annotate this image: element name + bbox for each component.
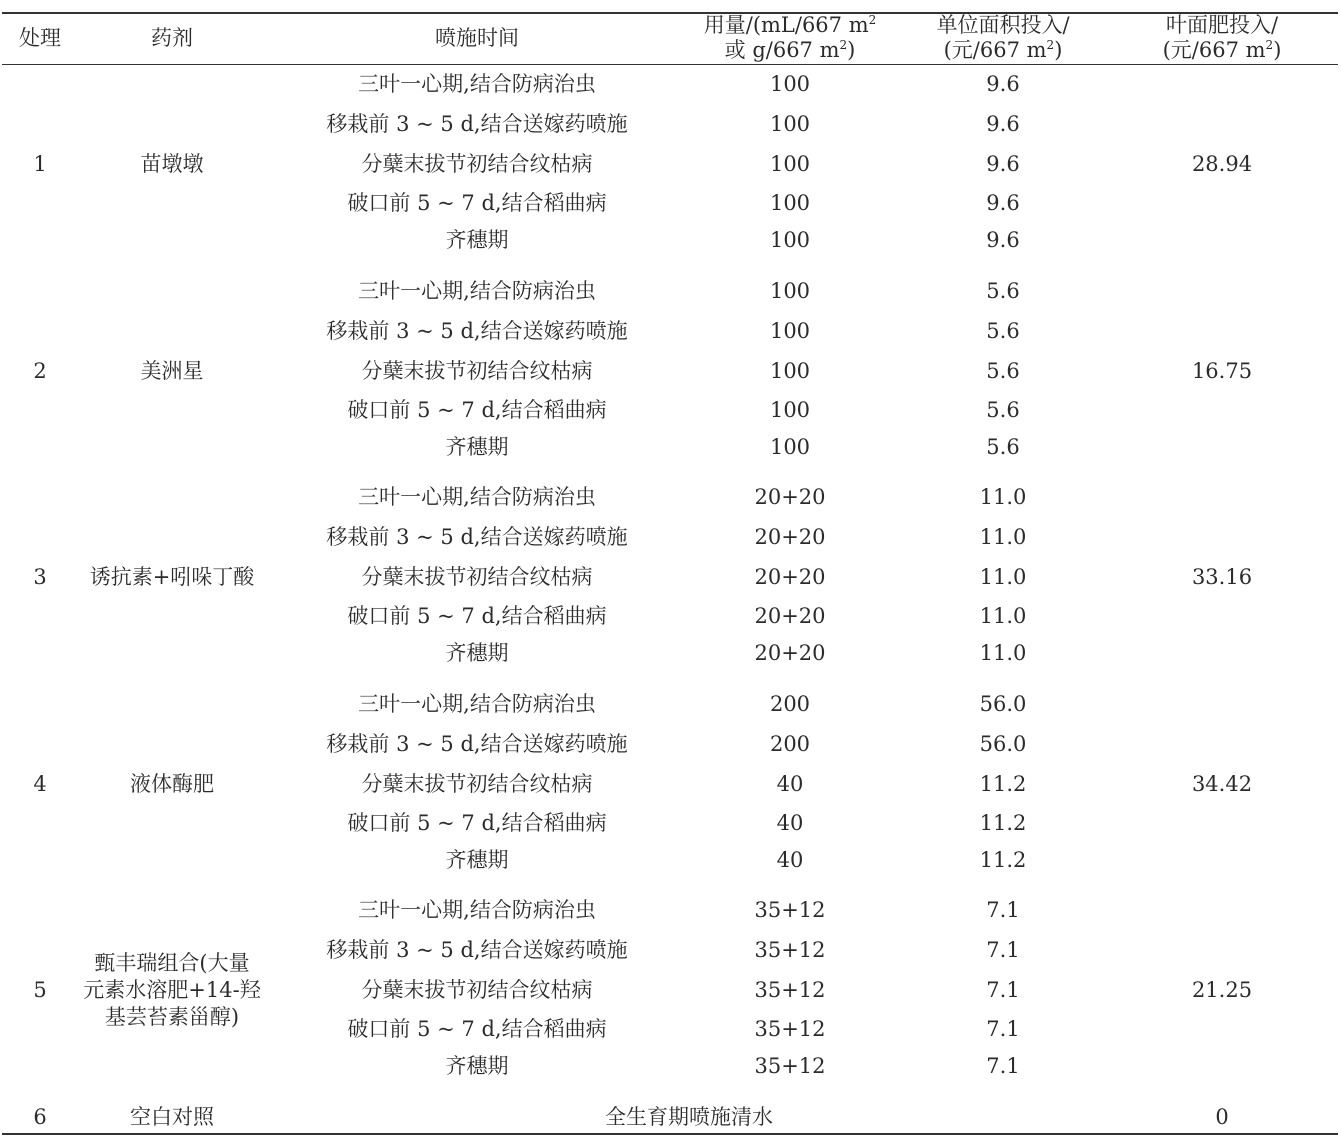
- unit-cost-value: 5.6: [986, 398, 1020, 422]
- header-dosage-line2: 或 g/667 $m^2$): [724, 38, 856, 62]
- dosage-value: 100: [769, 111, 811, 136]
- header-treatment: 处理: [19, 26, 61, 50]
- treatment-id: 4: [33, 771, 47, 796]
- unit-cost-value: 7.1: [986, 937, 1020, 962]
- header-timing: 喷施时间: [435, 26, 519, 50]
- total-cost: 28.94: [1191, 151, 1253, 176]
- unit-cost-value: 56.0: [979, 692, 1027, 716]
- agent-name: 苗墩墩: [140, 151, 204, 176]
- spray-timing: 三叶一心期,结合防病治虫: [358, 485, 596, 509]
- dosage-value: 100: [769, 151, 811, 176]
- spray-timing: 齐穗期: [445, 228, 509, 252]
- header-total-cost-line2: (元/667 $m^2$): [1162, 38, 1282, 62]
- header-unit-cost-line2: (元/667 $m^2$): [943, 38, 1063, 62]
- treatment-id: 1: [33, 151, 47, 176]
- spray-timing: 齐穗期: [445, 641, 509, 665]
- spray-timing: 齐穗期: [445, 1054, 509, 1078]
- spray-timing: 移栽前 3 ~ 5 d,结合送嫁药喷施: [326, 937, 628, 962]
- unit-cost-value: 5.6: [986, 279, 1020, 303]
- unit-cost-value: 7.1: [986, 977, 1020, 1002]
- dosage-value: 40: [776, 811, 804, 835]
- unit-cost-value: 5.6: [986, 318, 1020, 343]
- total-cost: 33.16: [1191, 564, 1253, 589]
- spray-timing: 移栽前 3 ~ 5 d,结合送嫁药喷施: [326, 524, 628, 549]
- unit-cost-value: 7.1: [986, 1017, 1020, 1041]
- table-header-rule: [2, 64, 1338, 65]
- spray-timing: 分蘖末拔节初结合纹枯病: [361, 564, 593, 589]
- control-agent: 空白对照: [130, 1105, 214, 1129]
- dosage-value: 100: [769, 318, 811, 343]
- dosage-value: 35+12: [754, 937, 826, 962]
- spray-timing: 三叶一心期,结合防病治虫: [358, 898, 596, 922]
- dosage-value: 200: [769, 692, 811, 716]
- unit-cost-value: 11.0: [979, 564, 1027, 589]
- spray-timing: 分蘖末拔节初结合纹枯病: [361, 771, 593, 796]
- unit-cost-value: 5.6: [986, 435, 1020, 459]
- dosage-value: 35+12: [754, 898, 826, 922]
- spray-timing: 齐穗期: [445, 848, 509, 872]
- treatment-id: 2: [33, 358, 47, 383]
- header-agent: 药剂: [151, 26, 193, 50]
- total-cost: 34.42: [1191, 771, 1253, 796]
- header-total-cost-line1: 叶面肥投入/: [1165, 13, 1279, 37]
- control-treatment-id: 6: [33, 1105, 47, 1129]
- total-cost: 21.25: [1191, 977, 1253, 1002]
- spray-timing: 移栽前 3 ~ 5 d,结合送嫁药喷施: [326, 731, 628, 756]
- unit-cost-value: 9.6: [986, 72, 1020, 96]
- dosage-value: 35+12: [754, 1054, 826, 1078]
- spray-timing: 齐穗期: [445, 435, 509, 459]
- table-top-rule: [2, 12, 1338, 14]
- control-timing: 全生育期喷施清水: [605, 1105, 773, 1129]
- unit-cost-value: 11.2: [979, 811, 1027, 835]
- spray-timing: 破口前 5 ~ 7 d,结合稻曲病: [347, 604, 607, 628]
- unit-cost-value: 9.6: [986, 111, 1020, 136]
- spray-timing: 分蘖末拔节初结合纹枯病: [361, 358, 593, 383]
- spray-timing: 破口前 5 ~ 7 d,结合稻曲病: [347, 811, 607, 835]
- spray-timing: 破口前 5 ~ 7 d,结合稻曲病: [347, 398, 607, 422]
- total-cost: 16.75: [1191, 358, 1253, 383]
- dosage-value: 100: [769, 72, 811, 96]
- dosage-value: 40: [776, 848, 804, 872]
- unit-cost-value: 7.1: [986, 898, 1020, 922]
- spray-timing: 分蘖末拔节初结合纹枯病: [361, 977, 593, 1002]
- unit-cost-value: 9.6: [986, 191, 1020, 215]
- dosage-value: 20+20: [754, 564, 826, 589]
- unit-cost-value: 11.0: [979, 641, 1027, 665]
- agent-name: 诱抗素+吲哚丁酸: [89, 564, 255, 589]
- spray-timing: 移栽前 3 ~ 5 d,结合送嫁药喷施: [326, 318, 628, 343]
- unit-cost-value: 11.2: [979, 848, 1027, 872]
- agent-name-line: 基芸苔素甾醇): [104, 1004, 240, 1029]
- spray-timing: 破口前 5 ~ 7 d,结合稻曲病: [347, 1017, 607, 1041]
- dosage-value: 35+12: [754, 977, 826, 1002]
- unit-cost-value: 9.6: [986, 228, 1020, 252]
- unit-cost-value: 5.6: [986, 358, 1020, 383]
- agent-name: 液体酶肥: [130, 771, 214, 796]
- dosage-value: 100: [769, 228, 811, 252]
- dosage-value: 100: [769, 398, 811, 422]
- unit-cost-value: 56.0: [979, 731, 1027, 756]
- dosage-value: 100: [769, 358, 811, 383]
- agent-name: 美洲星: [140, 358, 204, 383]
- dosage-value: 100: [769, 191, 811, 215]
- unit-cost-value: 11.0: [979, 604, 1027, 628]
- treatment-id: 5: [33, 977, 47, 1002]
- header-unit-cost-line1: 单位面积投入/: [936, 13, 1070, 37]
- agent-name-line: 元素水溶肥+14-羟: [83, 977, 261, 1002]
- treatment-id: 3: [33, 564, 47, 589]
- dosage-value: 20+20: [754, 604, 826, 628]
- spray-timing: 破口前 5 ~ 7 d,结合稻曲病: [347, 191, 607, 215]
- dosage-value: 40: [776, 771, 804, 796]
- spray-timing: 三叶一心期,结合防病治虫: [358, 72, 596, 96]
- spray-timing: 移栽前 3 ~ 5 d,结合送嫁药喷施: [326, 111, 628, 136]
- unit-cost-value: 11.0: [979, 524, 1027, 549]
- unit-cost-value: 11.0: [979, 485, 1027, 509]
- dosage-value: 35+12: [754, 1017, 826, 1041]
- unit-cost-value: 11.2: [979, 771, 1027, 796]
- dosage-value: 20+20: [754, 485, 826, 509]
- control-total-cost: 0: [1215, 1105, 1229, 1129]
- table-bottom-rule: [2, 1133, 1338, 1135]
- unit-cost-value: 9.6: [986, 151, 1020, 176]
- unit-cost-value: 7.1: [986, 1054, 1020, 1078]
- dosage-value: 100: [769, 279, 811, 303]
- header-dosage-line1: 用量/(mL/667 $m^2$: [703, 13, 877, 37]
- spray-timing: 三叶一心期,结合防病治虫: [358, 692, 596, 716]
- dosage-value: 20+20: [754, 641, 826, 665]
- agent-name-line: 甄丰瑞组合(大量: [94, 950, 250, 975]
- spray-timing: 三叶一心期,结合防病治虫: [358, 279, 596, 303]
- dosage-value: 100: [769, 435, 811, 459]
- dosage-value: 20+20: [754, 524, 826, 549]
- dosage-value: 200: [769, 731, 811, 756]
- spray-timing: 分蘖末拔节初结合纹枯病: [361, 151, 593, 176]
